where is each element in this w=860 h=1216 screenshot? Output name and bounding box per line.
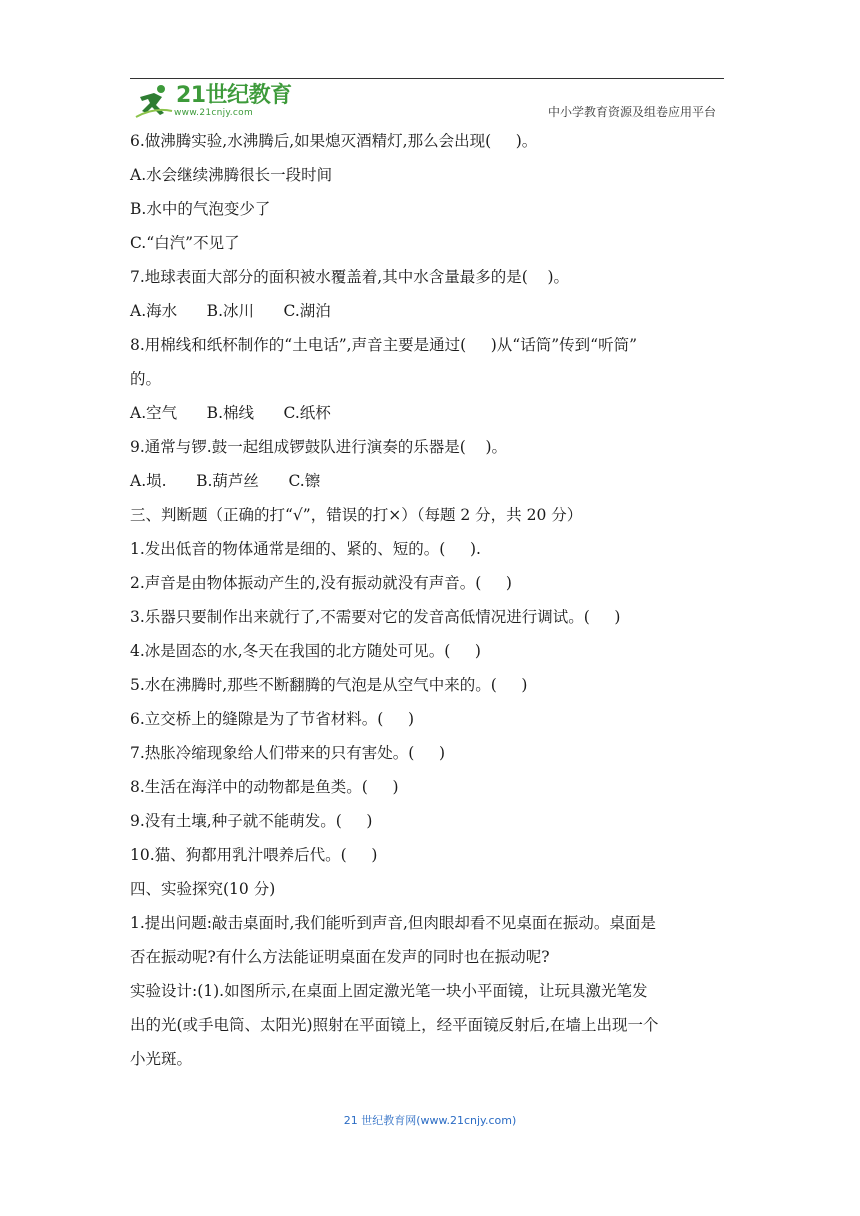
option-line: B.水中的气泡变少了 [130,200,271,218]
question-line: 8.用棉线和纸杯制作的“土电话”,声音主要是通过( )从“话筒”传到“听筒” [130,336,637,354]
question-line: 7.热胀冷缩现象给人们带来的只有害处。( ) [130,744,446,762]
question-line: 9.没有土壤,种子就不能萌发。( ) [130,812,373,830]
question-line: 1.发出低音的物体通常是细的、紧的、短的。( ). [130,540,481,558]
section-heading: 三、判断题（正确的打“√”，错误的打×）（每题 2 分，共 20 分） [130,506,583,524]
question-line: 1.提出问题:敲击桌面时,我们能听到声音,但肉眼却看不见桌面在振动。桌面是 [130,914,656,932]
experiment-line: 小光斑。 [130,1050,193,1068]
question-content [130,124,730,1076]
section-heading: 四、实验探究(10 分) [130,880,276,898]
question-line: 6.立交桥上的缝隙是为了节省材料。( ) [130,710,415,728]
runner-logo-icon [134,81,174,121]
question-line: 10.猫、狗都用乳汁喂养后代。( ) [130,846,378,864]
question-line: 9.通常与锣.鼓一起组成锣鼓队进行演奏的乐器是( )。 [130,438,508,456]
question-line: 的。 [130,370,162,388]
logo-url: www.21cnjy.com [174,108,254,118]
question-line: 5.水在沸腾时,那些不断翻腾的气泡是从空气中来的。( ) [130,676,528,694]
option-line: A.水会继续沸腾很长一段时间 [130,166,333,184]
option-line: A.空气 B.棉线 C.纸杯 [130,404,331,422]
option-line: A.埙. B.葫芦丝 C.镲 [130,472,321,490]
question-line: 8.生活在海洋中的动物都是鱼类。( ) [130,778,399,796]
question-line: 4.冰是固态的水,冬天在我国的北方随处可见。( ) [130,642,481,660]
question-line: 否在振动呢?有什么方法能证明桌面在发声的同时也在振动呢? [130,948,550,966]
option-line: C.“白汽”不见了 [130,234,240,252]
footer-link[interactable]: 21 世纪教育网(www.21cnjy.com) [343,1114,517,1127]
question-line: 3.乐器只要制作出来就行了,不需要对它的发音高低情况进行调试。( ) [130,608,621,626]
experiment-line: 出的光(或手电筒、太阳光)照射在平面镜上，经平面镜反射后,在墙上出现一个 [130,1016,659,1034]
logo-text: 21世纪教育 [176,83,292,108]
question-line: 2.声音是由物体振动产生的,没有振动就没有声音。( ) [130,574,512,592]
platform-label: 中小学教育资源及组卷应用平台 [547,105,716,119]
question-line: 7.地球表面大部分的面积被水覆盖着,其中水含量最多的是( )。 [130,268,570,286]
logo [134,81,324,121]
experiment-line: 实验设计:(1).如图所示,在桌面上固定激光笔一块小平面镜，让玩具激光笔发 [130,982,648,1000]
page-header [130,78,724,125]
question-line: 6.做沸腾实验,水沸腾后,如果熄灭酒精灯,那么会出现( )。 [130,132,538,150]
option-line: A.海水 B.冰川 C.湖泊 [130,302,331,320]
